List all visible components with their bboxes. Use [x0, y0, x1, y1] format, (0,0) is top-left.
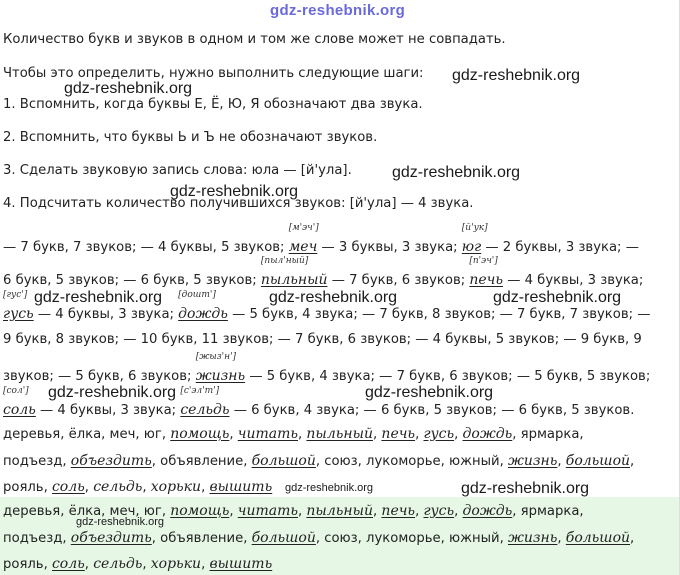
comma: , — [298, 427, 303, 442]
word-bolshoy: большой — [251, 453, 316, 469]
comma: , — [454, 427, 459, 442]
word-khorki: хорьки — [150, 479, 202, 495]
list-text: подъезд, — [3, 454, 67, 469]
word-text: жизнь — [195, 368, 246, 384]
answer-text: — 4 буквы, 3 звука; — [507, 273, 644, 288]
comma: , — [373, 427, 378, 442]
word-list-line-1 — [3, 426, 584, 442]
word-zhizn: жизнь — [507, 530, 558, 546]
word-zhizn: жизнь — [507, 453, 558, 469]
watermark: gdz-reshebnik.org — [170, 183, 299, 200]
step-4: 4. Подсчитать количество получившихся звуков: [й'ула] — 4 звука. — [3, 196, 474, 211]
green-list-line-2 — [3, 530, 634, 546]
answer-text: 6 букв, 5 звуков; — 6 букв, 5 звуков; — [3, 273, 257, 288]
word-bolshoy: большой — [251, 530, 316, 546]
answer-text: — 4 буквы, 3 звука; — [37, 307, 174, 322]
watermark-top[interactable]: gdz-reshebnik.org — [270, 2, 406, 19]
watermark: gdz-reshebnik.org — [76, 516, 165, 528]
word-bolshoy-2: большой — [565, 530, 631, 546]
list-text: , объявление, — [151, 531, 248, 546]
word-text: гусь — [3, 306, 34, 322]
word-gus: гусь — [423, 426, 455, 442]
step-1: 1. Вспомнить, когда буквы Е, Ё, Ю, Я обозначают два звука. — [3, 97, 423, 112]
word-obezdit: объездить — [70, 453, 152, 469]
watermark: gdz-reshebnik.org — [285, 482, 374, 494]
answer-row-2 — [3, 256, 644, 288]
word-khorki: хорьки — [150, 556, 202, 572]
word-pylny: пыльный — [306, 426, 374, 442]
comma: , — [630, 454, 635, 469]
comma: , — [415, 504, 420, 519]
comma: , — [201, 557, 206, 572]
answer-row-5 — [3, 352, 651, 384]
comma: , — [630, 531, 635, 546]
comma: , — [229, 427, 234, 442]
word-obezdit: объездить — [70, 530, 152, 546]
word-pylny: пыльный — [306, 503, 374, 519]
comma: , — [142, 480, 147, 495]
watermark: gdz-reshebnik.org — [269, 289, 398, 306]
transcription: [пыл'ный] — [260, 256, 309, 266]
comma: , — [229, 504, 234, 519]
word-yug — [461, 223, 488, 255]
list-text: деревья, ёлка, меч, юг, — [3, 504, 167, 519]
word-gus: гусь — [423, 503, 455, 519]
word-bolshoy-2: большой — [565, 453, 631, 469]
answer-text: — 7 букв, 7 звуков; — 4 буквы, 5 звуков; — [3, 240, 285, 255]
word-text: печь — [469, 272, 504, 288]
list-text: , союз, лукоморье, южный, — [315, 531, 504, 546]
transcription: [с'эл'т'] — [180, 386, 220, 396]
comma: , — [142, 557, 147, 572]
word-text: юг — [461, 239, 482, 255]
list-text: деревья, ёлка, меч, юг, — [3, 427, 167, 442]
comma: , — [557, 531, 562, 546]
word-text: соль — [3, 402, 36, 418]
comma: , — [84, 480, 89, 495]
list-text: , союз, лукоморье, южный, — [315, 454, 504, 469]
watermark: gdz-reshebnik.org — [392, 164, 521, 181]
word-text: пыльный — [260, 272, 328, 288]
transcription: [сол'] — [3, 386, 29, 396]
word-text: дождь — [178, 306, 228, 322]
comma: , — [557, 454, 562, 469]
word-vyshit: вышить — [209, 556, 273, 572]
transcription: [й'ук] — [461, 223, 488, 233]
step-2: 2. Вспомнить, что буквы Ь и Ъ не обозначают звуков. — [3, 130, 378, 145]
word-pylny — [260, 256, 328, 288]
word-pech — [469, 256, 504, 288]
word-list-line-2 — [3, 453, 634, 469]
answer-text: — 5 букв, 4 звука; — 7 букв, 6 звуков; — 5 букв, 5 звуков; — [249, 369, 651, 384]
answer-text: звуков; — 5 букв, 6 звуков; — [3, 369, 192, 384]
transcription: [м'эч'] — [288, 223, 319, 233]
watermark: gdz-reshebnik.org — [461, 480, 590, 497]
comma: , — [201, 480, 206, 495]
word-dozhd: дождь — [462, 503, 513, 519]
green-list-line-3 — [3, 556, 272, 572]
word-seld: сельдь — [93, 556, 143, 572]
answer-text: — 2 буквы, 3 звука; — — [485, 240, 639, 255]
answer-row-4: 9 букв, 8 звуков; — 10 букв, 11 звуков; — 7 букв, 6 звуков; — 4 буквы, 5 звуков; — 9 букв, 9 — [3, 332, 642, 347]
answer-text: — 7 букв, 6 звуков; — [331, 273, 466, 288]
comma: , — [298, 504, 303, 519]
transcription: [жыз'н'] — [195, 352, 237, 362]
word-list-line-3 — [3, 479, 272, 495]
word-text: меч — [288, 239, 318, 255]
intro-line: Количество букв и звуков в одном и том же слове может не совпадать. — [3, 32, 506, 47]
word-pomosch: помощь — [170, 426, 230, 442]
transcription: [п'эч'] — [469, 256, 498, 266]
word-gus — [3, 290, 34, 322]
word-pech: печь — [381, 426, 416, 442]
watermark: gdz-reshebnik.org — [34, 289, 163, 306]
answer-text: — 4 буквы, 3 звука; — [40, 403, 177, 418]
comma: , — [84, 557, 89, 572]
word-text: сельдь — [180, 402, 230, 418]
word-vyshit: вышить — [209, 479, 273, 495]
list-text: рояль, — [3, 557, 48, 572]
list-text: подъезд, — [3, 531, 67, 546]
watermark: gdz-reshebnik.org — [452, 67, 581, 84]
word-mech — [288, 223, 319, 255]
word-dozhd: дождь — [462, 426, 513, 442]
watermark: gdz-reshebnik.org — [64, 80, 193, 97]
word-pech: печь — [381, 503, 416, 519]
transcription: [дошт'] — [178, 290, 216, 300]
answer-text: — 6 букв, 4 звука; — 6 букв, 5 звуков; — 6 букв, 5 звуков. — [233, 403, 635, 418]
answer-text: — 3 буквы, 3 звука; — [321, 240, 458, 255]
word-seld — [180, 386, 230, 418]
transcription: [гус'] — [3, 290, 28, 300]
watermark: gdz-reshebnik.org — [493, 289, 622, 306]
word-seld: сельдь — [93, 479, 143, 495]
list-text: , ярмарка, — [512, 427, 584, 442]
comma: , — [373, 504, 378, 519]
steps-intro: Чтобы это определить, нужно выполнить следующие шаги: — [3, 66, 424, 81]
comma: , — [415, 427, 420, 442]
list-text: рояль, — [3, 480, 48, 495]
answer-row-1 — [3, 223, 639, 255]
word-sol — [3, 386, 36, 418]
watermark: gdz-reshebnik.org — [48, 384, 177, 401]
word-dozhd — [178, 290, 228, 322]
word-chitat: читать — [237, 503, 298, 519]
word-sol: соль — [51, 479, 85, 495]
watermark: gdz-reshebnik.org — [365, 384, 494, 401]
word-sol: соль — [51, 556, 85, 572]
word-chitat: читать — [237, 426, 298, 442]
step-3: 3. Сделать звуковую запись слова: юла — [й'ула]. — [3, 163, 352, 178]
list-text: , ярмарка, — [512, 504, 584, 519]
comma: , — [454, 504, 459, 519]
word-pomosch: помощь — [170, 503, 230, 519]
word-zhizn — [195, 352, 246, 384]
answer-text: — 5 букв, 4 звука; — 7 букв, 8 звуков; — 7 букв, 7 звуков; — — [232, 307, 651, 322]
list-text: , объявление, — [151, 454, 248, 469]
